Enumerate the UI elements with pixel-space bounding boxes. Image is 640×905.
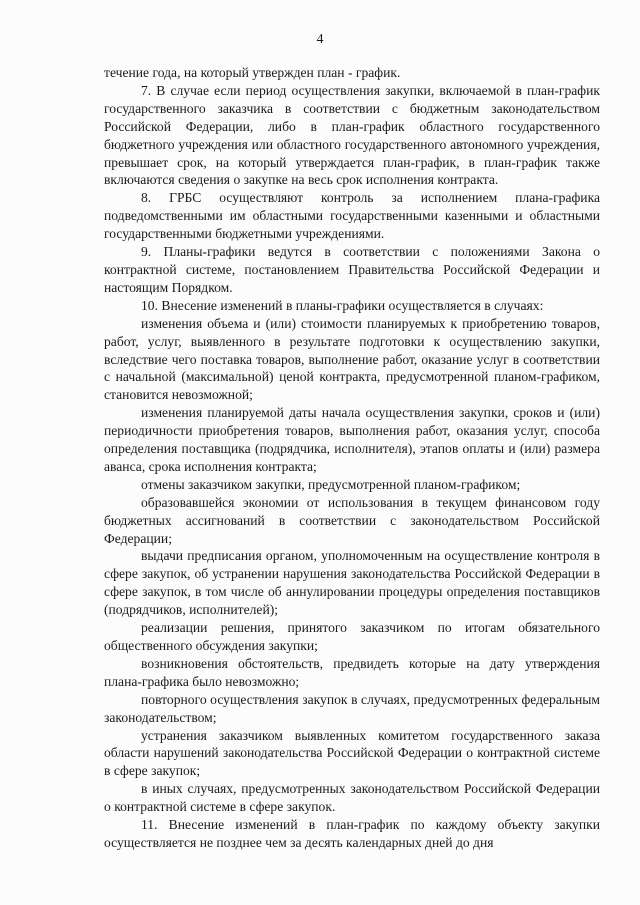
paragraph-continuation: течение года, на который утвержден план - график. — [104, 65, 401, 80]
paragraph-10-case-7: возникновения обстоятельств, предвидеть которые на дату утверждения плана-графика было невозможно; — [104, 655, 600, 689]
paragraph-7: 7. В случае если период осуществления закупки, включаемой в план-график государственного заказчика в соответствии с бюджетным законодательством Российской Федерации, либо в план-график областного государственного бюджетного учреждения или областного государственного автономного учреждения, превышает срок, на который утверждается план-график, в план-график также включаются сведения о закупке на весь срок исполнения контракта. — [104, 82, 600, 188]
document-body — [104, 64, 600, 852]
paragraph-11: 11. Внесение изменений в план-график по каждому объекту закупки осуществляется не позднее чем за десять календарных дней до дня — [104, 817, 600, 850]
paragraph-10-case-9: устранения заказчиком выявленных комитетом государственного заказа области нарушений законодательства Российской Федерации о контрактной системе в сфере закупок; — [104, 727, 600, 779]
paragraph-10-case-8: повторного осуществления закупок в случаях, предусмотренных федеральным законодательством; — [104, 691, 600, 725]
paragraph-10-case-4: образовавшейся экономии от использования в текущем финансовом году бюджетных ассигнований в соответствии с законодательством Российской Федерации; — [104, 494, 600, 546]
paragraph-8: 8. ГРБС осуществляют контроль за исполнением плана-графика подведомственными им областными государственными казенными и областными государственными бюджетными учреждениями. — [104, 190, 600, 242]
paragraph-10-case-6: реализации решения, принятого заказчиком по итогам обязательного общественного обсуждения закупки; — [104, 620, 600, 653]
paragraph-10-case-2: изменения планируемой даты начала осуществления закупки, сроков и (или) периодичности приобретения товаров, выполнения работ, оказания услуг, способа определения поставщика (подрядчика, исполнителя), этапов оплаты и (или) размера аванса, срока исполнения контракта; — [104, 405, 600, 474]
paragraph-10: 10. Внесение изменений в планы-графики осуществляется в случаях: — [141, 297, 544, 313]
paragraph-10-case-3: отмены заказчиком закупки, предусмотренной планом-графиком; — [141, 476, 521, 492]
paragraph-10-case-5: выдачи предписания органом, уполномоченным на осуществление контроля в сфере закупок, об устранении нарушения законодательства Российской Федерации в сфере закупок, в том числе об аннулировании процедуры определения поставщиков (подрядчиков, исполнителей); — [104, 548, 600, 618]
paragraph-9: 9. Планы-графики ведутся в соответствии с положениями Закона о контрактной системе, постановлением Правительства Российской Федерации и настоящим Порядком. — [104, 244, 600, 295]
page-number: 4 — [316, 32, 324, 47]
paragraph-10-case-10: в иных случаях, предусмотренных законодательством Российской Федерации о контрактной системе в сфере закупок. — [104, 781, 600, 815]
paragraph-10-case-1: изменения объема и (или) стоимости планируемых к приобретению товаров, работ, услуг, выявленного в результате подготовки к осуществлению закупки, вследствие чего поставка товаров, выполнение работ, оказание услуг в соответствии с начальной (максимальной) ценой контракта, предусмотренной планом-графиком, становится невозможной; — [104, 315, 600, 403]
